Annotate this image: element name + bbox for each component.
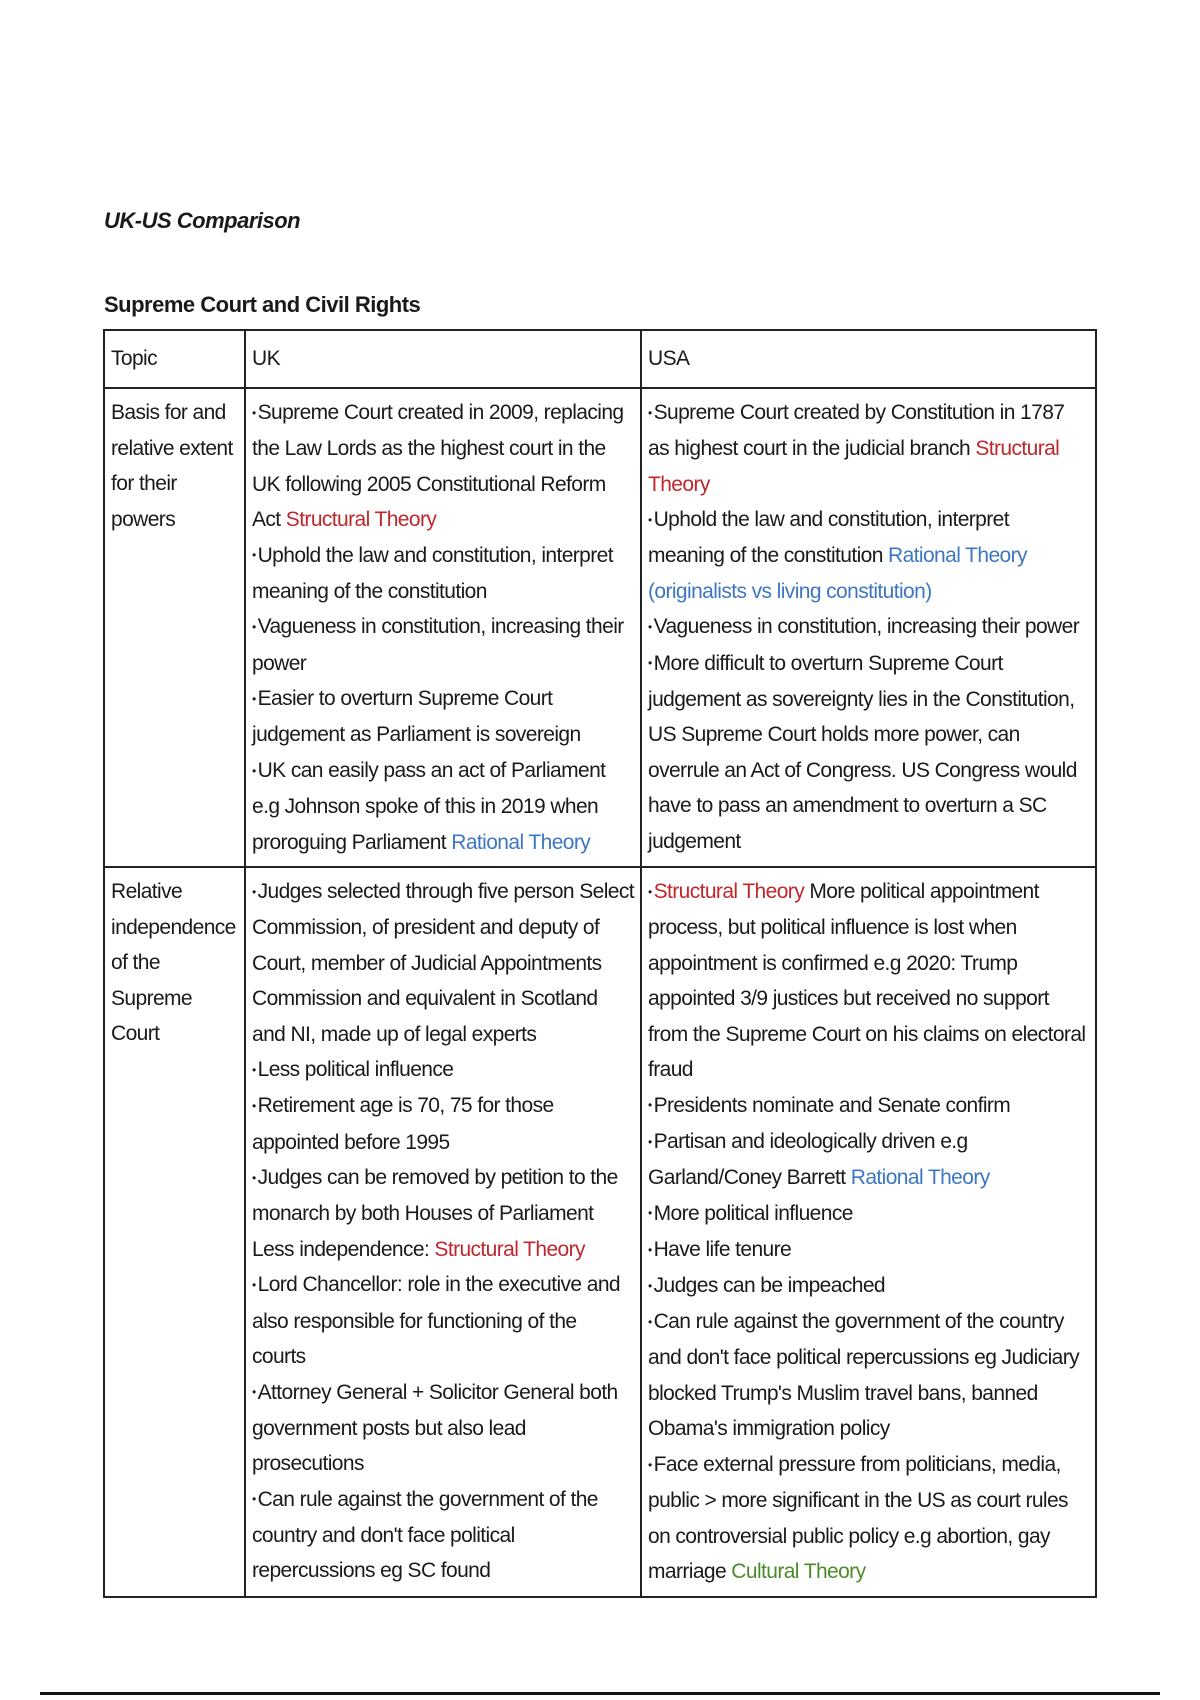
page-bottom-rule — [40, 1692, 1160, 1695]
bullet-item: •Have life tenure — [648, 1237, 792, 1261]
bullet-item: •UK can easily pass an act of Parliament e.g Johnson spoke of this in 2019 when proroguing Parliament Rational Theory — [252, 758, 606, 854]
table-row — [104, 388, 1096, 867]
document-title: UK-US Comparison — [104, 208, 301, 233]
rational-theory-tag: Rational Theory — [451, 830, 591, 854]
structural-theory-tag: Structural Theory — [285, 508, 437, 532]
table-row — [104, 867, 1096, 1597]
bullet-item: •Partisan and ideologically driven e.g Garland/Coney Barrett Rational Theory — [648, 1129, 990, 1190]
uk-cell — [245, 388, 641, 867]
uk-cell — [245, 867, 641, 1597]
bullet-item: •Structural Theory More political appointment process, but political influence is lost when appointment is confirmed e.g 2020: Trump appointed 3/9 justices but received no support from the Supreme Court on his claims on electoral fraud — [648, 880, 1086, 1082]
bullet-item: •Judges can be removed by petition to the monarch by both Houses of Parliament — [252, 1166, 618, 1226]
bullet-item: •Lord Chancellor: role in the executive and also responsible for functioning of the courts — [252, 1273, 620, 1369]
bullet-item: •Presidents nominate and Senate confirm — [648, 1093, 1011, 1117]
bullet-item: •Attorney General + Solicitor General both government posts but also lead prosecutions — [252, 1380, 618, 1476]
table-header-row — [104, 330, 1096, 388]
rational-theory-tag: Rational Theory (originalists vs living constitution) — [648, 544, 1027, 603]
usa-cell — [641, 388, 1096, 867]
header-usa: USA — [641, 330, 1096, 388]
structural-theory-tag: Structural Theory — [648, 437, 1060, 496]
bullet-item: •Easier to overturn Supreme Court judgement as Parliament is sovereign — [252, 687, 581, 747]
header-uk: UK — [245, 330, 641, 388]
bullet-item: •More political influence — [648, 1201, 853, 1225]
plain-line: Less independence: Structural Theory — [252, 1237, 585, 1261]
bullet-item: •Uphold the law and constitution, interpret meaning of the constitution Rational Theory (originalists vs living constitution) — [648, 508, 1027, 603]
bullet-item: •Uphold the law and constitution, interpret meaning of the constitution — [252, 543, 613, 603]
topic-cell: Relative independence of the Supreme Court — [104, 867, 245, 1597]
topic-cell: Basis for and relative extent for their powers — [104, 388, 245, 867]
bullet-item: •Can rule against the government of the country and don't face political repercussions eg SC found — [252, 1487, 598, 1583]
bullet-item: •Less political influence — [252, 1058, 454, 1082]
rational-theory-tag: Rational Theory — [850, 1166, 990, 1190]
structural-theory-tag: Structural Theory — [434, 1237, 585, 1261]
bullet-item: •Vagueness in constitution, increasing their power — [252, 615, 624, 675]
bullet-item: •Can rule against the government of the country and don't face political repercussions eg Judiciary blocked Trump's Muslim travel bans, banned Obama's immigration policy — [648, 1310, 1080, 1441]
bullet-item: •Face external pressure from politicians, media, public > more significant in the US as court rules on controversial public policy e.g abortion, gay marriage Cultural Theory — [648, 1452, 1068, 1584]
usa-cell — [641, 867, 1096, 1597]
structural-theory-tag: Structural Theory — [653, 880, 805, 904]
bullet-item: •Retirement age is 70, 75 for those appointed before 1995 — [252, 1094, 554, 1154]
bullet-item: •Judges selected through five person Select Commission, of president and deputy of Court, member of Judicial Appointments Commission and equivalent in Scotland and NI, made up of legal experts — [252, 880, 634, 1046]
bullet-item: •Supreme Court created in 2009, replacing the Law Lords as the highest court in the UK following 2005 Constitutional Reform Act Structural Theory — [252, 401, 624, 532]
bullet-item: •More difficult to overturn Supreme Court judgement as sovereignty lies in the Constitution, US Supreme Court holds more power, can overrule an Act of Congress. US Congress would have to pass an amendment to overturn a SC judgement — [648, 651, 1077, 853]
section-heading: Supreme Court and Civil Rights — [104, 292, 421, 317]
bullet-item: •Supreme Court created by Constitution in 1787 as highest court in the judicial branch Structural Theory — [648, 401, 1065, 496]
header-topic: Topic — [104, 330, 245, 388]
bullet-item: •Judges can be impeached — [648, 1274, 885, 1298]
cultural-theory-tag: Cultural Theory — [731, 1560, 866, 1584]
comparison-table — [103, 329, 1097, 1598]
bullet-item: •Vagueness in constitution, increasing their power — [648, 615, 1080, 639]
